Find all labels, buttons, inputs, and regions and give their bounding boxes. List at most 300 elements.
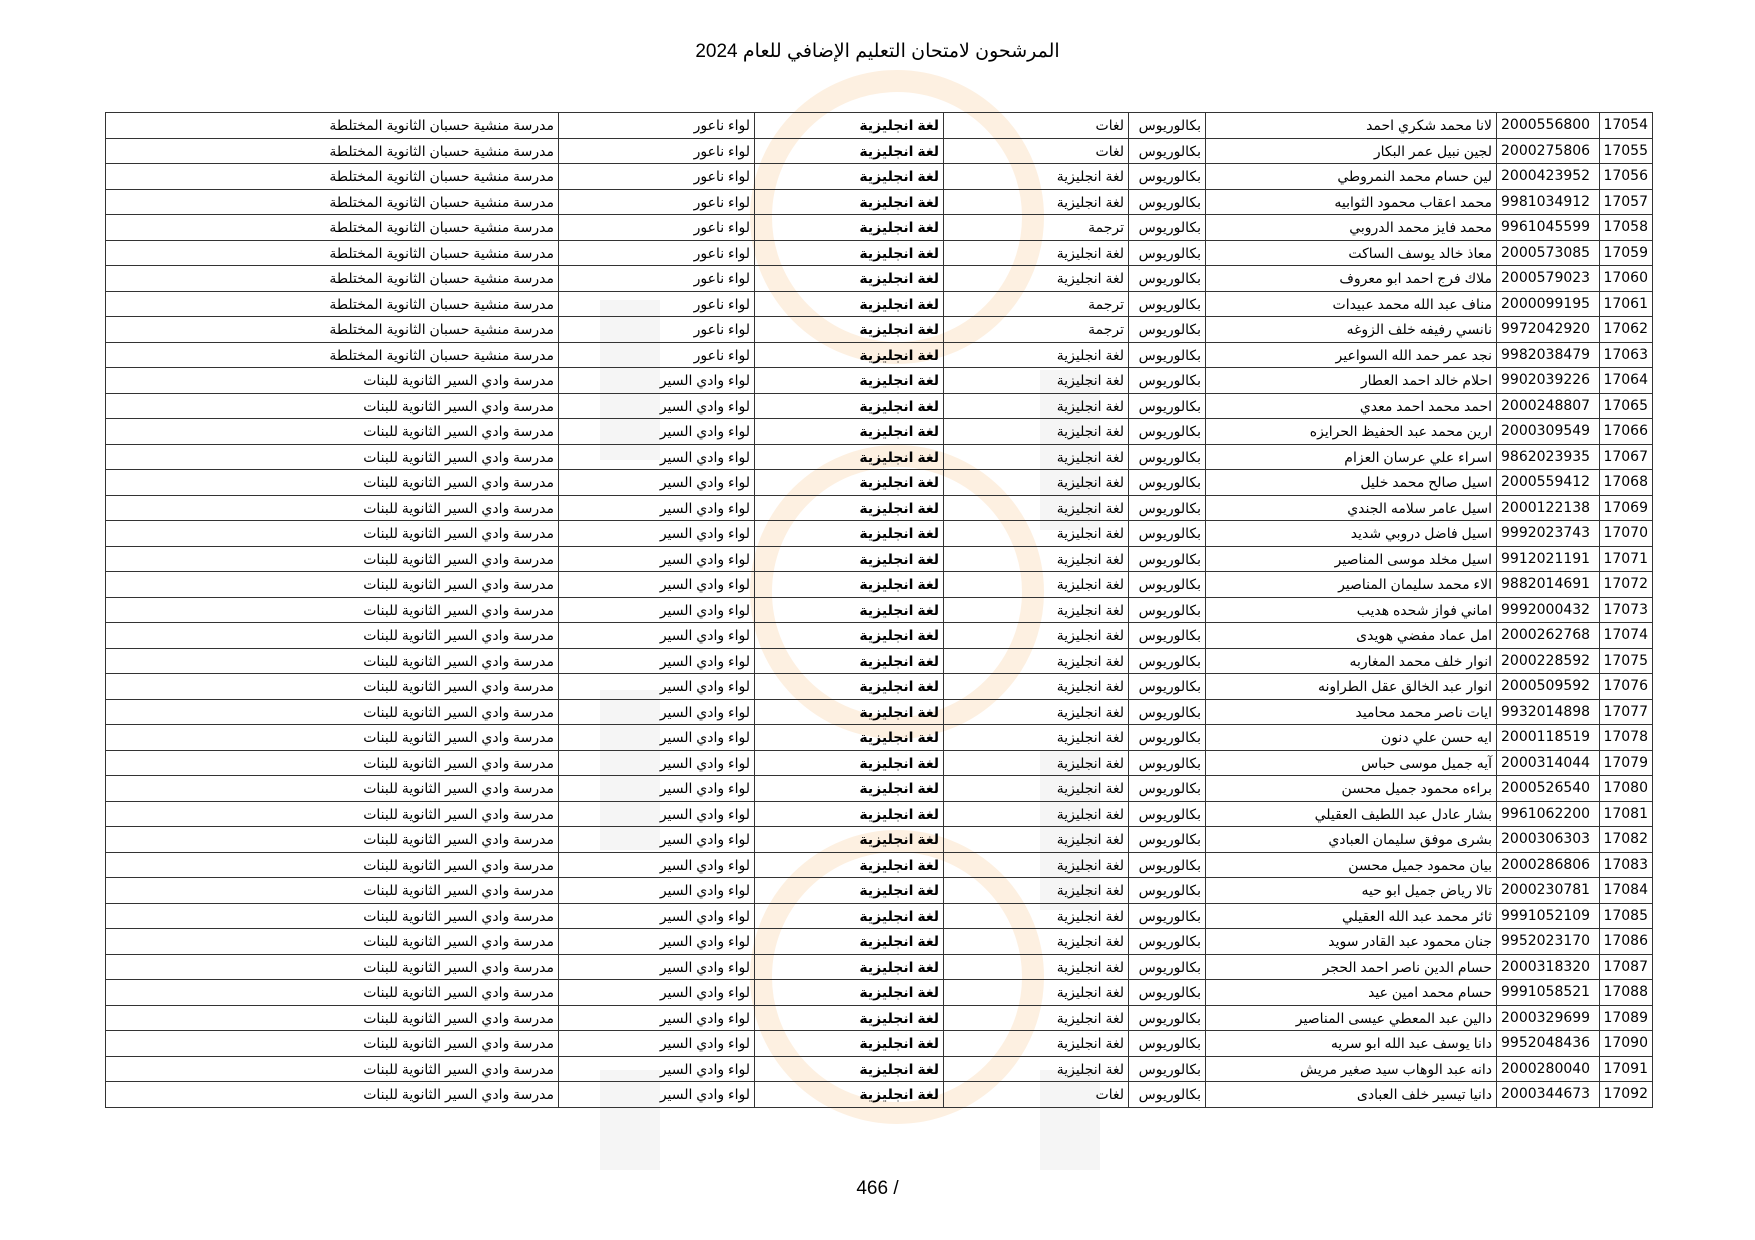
national-id-cell: 2000329699 — [1497, 1005, 1600, 1031]
serial-cell: 17078 — [1600, 725, 1653, 751]
serial-cell: 17055 — [1600, 138, 1653, 164]
table-row — [106, 495, 1653, 521]
national-id-cell: 9992000432 — [1497, 597, 1600, 623]
school-cell: مدرسة وادي السير الثانوية للبنات — [106, 444, 559, 470]
name-cell: نانسي رفيفه خلف الزوغه — [1206, 317, 1497, 343]
serial-cell: 17077 — [1600, 699, 1653, 725]
name-cell: امل عماد مفضي هويدى — [1206, 623, 1497, 649]
school-cell: مدرسة وادي السير الثانوية للبنات — [106, 1082, 559, 1108]
serial-cell: 17056 — [1600, 164, 1653, 190]
degree-cell: بكالوريوس — [1129, 597, 1206, 623]
table-row — [106, 470, 1653, 496]
district-cell: لواء ناعور — [559, 138, 755, 164]
school-cell: مدرسة وادي السير الثانوية للبنات — [106, 572, 559, 598]
school-cell: مدرسة وادي السير الثانوية للبنات — [106, 597, 559, 623]
major-cell: لغات — [944, 1082, 1129, 1108]
name-cell: مناف عبد الله محمد عبيدات — [1206, 291, 1497, 317]
degree-cell: بكالوريوس — [1129, 1056, 1206, 1082]
degree-cell: بكالوريوس — [1129, 980, 1206, 1006]
district-cell: لواء ناعور — [559, 215, 755, 241]
degree-cell: بكالوريوس — [1129, 291, 1206, 317]
specialization-cell: لغة انجليزية — [755, 827, 944, 853]
name-cell: اسراء علي عرسان العزام — [1206, 444, 1497, 470]
name-cell: بشار عادل عبد اللطيف العقيلي — [1206, 801, 1497, 827]
table-row — [106, 1031, 1653, 1057]
major-cell: لغة انجليزية — [944, 470, 1129, 496]
major-cell: لغة انجليزية — [944, 597, 1129, 623]
major-cell: لغة انجليزية — [944, 878, 1129, 904]
serial-cell: 17070 — [1600, 521, 1653, 547]
school-cell: مدرسة وادي السير الثانوية للبنات — [106, 393, 559, 419]
major-cell: ترجمة — [944, 215, 1129, 241]
table-row — [106, 801, 1653, 827]
degree-cell: بكالوريوس — [1129, 470, 1206, 496]
degree-cell: بكالوريوس — [1129, 546, 1206, 572]
district-cell: لواء وادي السير — [559, 1031, 755, 1057]
name-cell: دالين عبد المعطي عيسى المناصير — [1206, 1005, 1497, 1031]
degree-cell: بكالوريوس — [1129, 801, 1206, 827]
serial-cell: 17090 — [1600, 1031, 1653, 1057]
district-cell: لواء وادي السير — [559, 393, 755, 419]
school-cell: مدرسة وادي السير الثانوية للبنات — [106, 776, 559, 802]
national-id-cell: 2000280040 — [1497, 1056, 1600, 1082]
district-cell: لواء وادي السير — [559, 699, 755, 725]
national-id-cell: 2000099195 — [1497, 291, 1600, 317]
major-cell: لغة انجليزية — [944, 164, 1129, 190]
name-cell: انوار خلف محمد المغاربه — [1206, 648, 1497, 674]
specialization-cell: لغة انجليزية — [755, 521, 944, 547]
specialization-cell: لغة انجليزية — [755, 1005, 944, 1031]
school-cell: مدرسة وادي السير الثانوية للبنات — [106, 929, 559, 955]
name-cell: جنان محمود عبد القادر سويد — [1206, 929, 1497, 955]
degree-cell: بكالوريوس — [1129, 648, 1206, 674]
major-cell: لغة انجليزية — [944, 852, 1129, 878]
table-row — [106, 317, 1653, 343]
school-cell: مدرسة وادي السير الثانوية للبنات — [106, 725, 559, 751]
serial-cell: 17081 — [1600, 801, 1653, 827]
national-id-cell: 2000230781 — [1497, 878, 1600, 904]
major-cell: لغة انجليزية — [944, 240, 1129, 266]
district-cell: لواء وادي السير — [559, 903, 755, 929]
specialization-cell: لغة انجليزية — [755, 138, 944, 164]
specialization-cell: لغة انجليزية — [755, 1031, 944, 1057]
school-cell: مدرسة وادي السير الثانوية للبنات — [106, 852, 559, 878]
serial-cell: 17067 — [1600, 444, 1653, 470]
degree-cell: بكالوريوس — [1129, 266, 1206, 292]
national-id-cell: 2000314044 — [1497, 750, 1600, 776]
school-cell: مدرسة وادي السير الثانوية للبنات — [106, 1031, 559, 1057]
major-cell: لغة انجليزية — [944, 750, 1129, 776]
specialization-cell: لغة انجليزية — [755, 852, 944, 878]
table-row — [106, 980, 1653, 1006]
table-row — [106, 699, 1653, 725]
school-cell: مدرسة منشية حسبان الثانوية المختلطة — [106, 164, 559, 190]
district-cell: لواء ناعور — [559, 189, 755, 215]
table-row — [106, 572, 1653, 598]
table-row — [106, 725, 1653, 751]
national-id-cell: 2000509592 — [1497, 674, 1600, 700]
specialization-cell: لغة انجليزية — [755, 929, 944, 955]
major-cell: لغة انجليزية — [944, 419, 1129, 445]
district-cell: لواء ناعور — [559, 164, 755, 190]
district-cell: لواء وادي السير — [559, 648, 755, 674]
degree-cell: بكالوريوس — [1129, 827, 1206, 853]
major-cell: ترجمة — [944, 291, 1129, 317]
degree-cell: بكالوريوس — [1129, 699, 1206, 725]
major-cell: لغة انجليزية — [944, 368, 1129, 394]
degree-cell: بكالوريوس — [1129, 1031, 1206, 1057]
major-cell: لغات — [944, 138, 1129, 164]
name-cell: بشرى موفق سليمان العبادي — [1206, 827, 1497, 853]
table-row — [106, 240, 1653, 266]
district-cell: لواء ناعور — [559, 266, 755, 292]
national-id-cell: 2000248807 — [1497, 393, 1600, 419]
school-cell: مدرسة وادي السير الثانوية للبنات — [106, 521, 559, 547]
degree-cell: بكالوريوس — [1129, 929, 1206, 955]
major-cell: لغة انجليزية — [944, 674, 1129, 700]
specialization-cell: لغة انجليزية — [755, 342, 944, 368]
name-cell: بيان محمود جميل محسن — [1206, 852, 1497, 878]
name-cell: حسام محمد امين عيد — [1206, 980, 1497, 1006]
school-cell: مدرسة وادي السير الثانوية للبنات — [106, 699, 559, 725]
school-cell: مدرسة منشية حسبان الثانوية المختلطة — [106, 189, 559, 215]
table-row — [106, 1082, 1653, 1108]
national-id-cell: 9902039226 — [1497, 368, 1600, 394]
table-row — [106, 776, 1653, 802]
name-cell: ملاك فرج احمد ابو معروف — [1206, 266, 1497, 292]
page-number: 466 / — [856, 1178, 899, 1199]
specialization-cell: لغة انجليزية — [755, 572, 944, 598]
name-cell: حسام الدين ناصر احمد الحجر — [1206, 954, 1497, 980]
specialization-cell: لغة انجليزية — [755, 674, 944, 700]
specialization-cell: لغة انجليزية — [755, 878, 944, 904]
table-row — [106, 852, 1653, 878]
major-cell: لغة انجليزية — [944, 1005, 1129, 1031]
name-cell: ايات ناصر محمد محاميد — [1206, 699, 1497, 725]
specialization-cell: لغة انجليزية — [755, 546, 944, 572]
district-cell: لواء وادي السير — [559, 852, 755, 878]
district-cell: لواء وادي السير — [559, 1082, 755, 1108]
district-cell: لواء وادي السير — [559, 495, 755, 521]
degree-cell: بكالوريوس — [1129, 1082, 1206, 1108]
name-cell: دانيا تيسير خلف العبادى — [1206, 1082, 1497, 1108]
name-cell: اسيل عامر سلامه الجندي — [1206, 495, 1497, 521]
major-cell: لغة انجليزية — [944, 827, 1129, 853]
major-cell: لغة انجليزية — [944, 954, 1129, 980]
table-row — [106, 113, 1653, 139]
serial-cell: 17064 — [1600, 368, 1653, 394]
serial-cell: 17075 — [1600, 648, 1653, 674]
school-cell: مدرسة وادي السير الثانوية للبنات — [106, 368, 559, 394]
national-id-cell: 2000262768 — [1497, 623, 1600, 649]
name-cell: آيه جميل موسى حباس — [1206, 750, 1497, 776]
national-id-cell: 2000122138 — [1497, 495, 1600, 521]
school-cell: مدرسة وادي السير الثانوية للبنات — [106, 750, 559, 776]
name-cell: الاء محمد سليمان المناصير — [1206, 572, 1497, 598]
major-cell: لغة انجليزية — [944, 725, 1129, 751]
district-cell: لواء وادي السير — [559, 827, 755, 853]
district-cell: لواء وادي السير — [559, 1056, 755, 1082]
table-row — [106, 546, 1653, 572]
table-row — [106, 266, 1653, 292]
serial-cell: 17086 — [1600, 929, 1653, 955]
school-cell: مدرسة منشية حسبان الثانوية المختلطة — [106, 317, 559, 343]
degree-cell: بكالوريوس — [1129, 189, 1206, 215]
specialization-cell: لغة انجليزية — [755, 1056, 944, 1082]
national-id-cell: 9952023170 — [1497, 929, 1600, 955]
major-cell: لغة انجليزية — [944, 903, 1129, 929]
degree-cell: بكالوريوس — [1129, 393, 1206, 419]
table-row — [106, 291, 1653, 317]
serial-cell: 17089 — [1600, 1005, 1653, 1031]
national-id-cell: 9862023935 — [1497, 444, 1600, 470]
serial-cell: 17072 — [1600, 572, 1653, 598]
major-cell: لغة انجليزية — [944, 266, 1129, 292]
document-title: المرشحون لامتحان التعليم الإضافي للعام 2024 — [695, 41, 1060, 62]
name-cell: محمد فايز محمد الدروبي — [1206, 215, 1497, 241]
specialization-cell: لغة انجليزية — [755, 240, 944, 266]
serial-cell: 17066 — [1600, 419, 1653, 445]
degree-cell: بكالوريوس — [1129, 419, 1206, 445]
serial-cell: 17059 — [1600, 240, 1653, 266]
specialization-cell: لغة انجليزية — [755, 699, 944, 725]
candidates-table — [105, 112, 1653, 1108]
school-cell: مدرسة وادي السير الثانوية للبنات — [106, 954, 559, 980]
serial-cell: 17092 — [1600, 1082, 1653, 1108]
table-row — [106, 189, 1653, 215]
name-cell: لين حسام محمد النمروطي — [1206, 164, 1497, 190]
serial-cell: 17061 — [1600, 291, 1653, 317]
degree-cell: بكالوريوس — [1129, 368, 1206, 394]
district-cell: لواء وادي السير — [559, 929, 755, 955]
school-cell: مدرسة وادي السير الثانوية للبنات — [106, 419, 559, 445]
major-cell: لغة انجليزية — [944, 623, 1129, 649]
district-cell: لواء وادي السير — [559, 368, 755, 394]
specialization-cell: لغة انجليزية — [755, 954, 944, 980]
school-cell: مدرسة وادي السير الثانوية للبنات — [106, 1056, 559, 1082]
district-cell: لواء وادي السير — [559, 521, 755, 547]
name-cell: احلام خالد احمد العطار — [1206, 368, 1497, 394]
table-row — [106, 954, 1653, 980]
major-cell: لغة انجليزية — [944, 699, 1129, 725]
degree-cell: بكالوريوس — [1129, 572, 1206, 598]
major-cell: لغات — [944, 113, 1129, 139]
degree-cell: بكالوريوس — [1129, 342, 1206, 368]
district-cell: لواء وادي السير — [559, 776, 755, 802]
national-id-cell: 9972042920 — [1497, 317, 1600, 343]
national-id-cell: 2000309549 — [1497, 419, 1600, 445]
serial-cell: 17071 — [1600, 546, 1653, 572]
national-id-cell: 9932014898 — [1497, 699, 1600, 725]
national-id-cell: 9981034912 — [1497, 189, 1600, 215]
table-row — [106, 903, 1653, 929]
major-cell: لغة انجليزية — [944, 648, 1129, 674]
specialization-cell: لغة انجليزية — [755, 648, 944, 674]
major-cell: لغة انجليزية — [944, 572, 1129, 598]
district-cell: لواء وادي السير — [559, 954, 755, 980]
national-id-cell: 2000344673 — [1497, 1082, 1600, 1108]
school-cell: مدرسة وادي السير الثانوية للبنات — [106, 623, 559, 649]
serial-cell: 17063 — [1600, 342, 1653, 368]
district-cell: لواء وادي السير — [559, 419, 755, 445]
serial-cell: 17087 — [1600, 954, 1653, 980]
school-cell: مدرسة منشية حسبان الثانوية المختلطة — [106, 240, 559, 266]
degree-cell: بكالوريوس — [1129, 138, 1206, 164]
national-id-cell: 2000559412 — [1497, 470, 1600, 496]
name-cell: ثائر محمد عبد الله العقيلي — [1206, 903, 1497, 929]
specialization-cell: لغة انجليزية — [755, 189, 944, 215]
table-row — [106, 164, 1653, 190]
major-cell: لغة انجليزية — [944, 342, 1129, 368]
degree-cell: بكالوريوس — [1129, 623, 1206, 649]
district-cell: لواء وادي السير — [559, 980, 755, 1006]
serial-cell: 17054 — [1600, 113, 1653, 139]
major-cell: لغة انجليزية — [944, 546, 1129, 572]
table-row — [106, 368, 1653, 394]
major-cell: لغة انجليزية — [944, 495, 1129, 521]
degree-cell: بكالوريوس — [1129, 903, 1206, 929]
serial-cell: 17076 — [1600, 674, 1653, 700]
district-cell: لواء وادي السير — [559, 1005, 755, 1031]
candidates-table-body — [106, 113, 1653, 1108]
name-cell: نجد عمر حمد الله السواعير — [1206, 342, 1497, 368]
serial-cell: 17080 — [1600, 776, 1653, 802]
serial-cell: 17085 — [1600, 903, 1653, 929]
major-cell: لغة انجليزية — [944, 980, 1129, 1006]
specialization-cell: لغة انجليزية — [755, 368, 944, 394]
table-row — [106, 674, 1653, 700]
specialization-cell: لغة انجليزية — [755, 776, 944, 802]
table-row — [106, 342, 1653, 368]
national-id-cell: 9991052109 — [1497, 903, 1600, 929]
table-row — [106, 1056, 1653, 1082]
specialization-cell: لغة انجليزية — [755, 470, 944, 496]
specialization-cell: لغة انجليزية — [755, 164, 944, 190]
serial-cell: 17057 — [1600, 189, 1653, 215]
degree-cell: بكالوريوس — [1129, 852, 1206, 878]
major-cell: لغة انجليزية — [944, 929, 1129, 955]
national-id-cell: 2000556800 — [1497, 113, 1600, 139]
school-cell: مدرسة وادي السير الثانوية للبنات — [106, 648, 559, 674]
degree-cell: بكالوريوس — [1129, 1005, 1206, 1031]
table-row — [106, 1005, 1653, 1031]
name-cell: ايه حسن علي دنون — [1206, 725, 1497, 751]
degree-cell: بكالوريوس — [1129, 113, 1206, 139]
degree-cell: بكالوريوس — [1129, 878, 1206, 904]
specialization-cell: لغة انجليزية — [755, 393, 944, 419]
district-cell: لواء وادي السير — [559, 878, 755, 904]
school-cell: مدرسة وادي السير الثانوية للبنات — [106, 827, 559, 853]
district-cell: لواء ناعور — [559, 240, 755, 266]
specialization-cell: لغة انجليزية — [755, 980, 944, 1006]
national-id-cell: 9912021191 — [1497, 546, 1600, 572]
district-cell: لواء وادي السير — [559, 725, 755, 751]
district-cell: لواء وادي السير — [559, 623, 755, 649]
specialization-cell: لغة انجليزية — [755, 444, 944, 470]
degree-cell: بكالوريوس — [1129, 240, 1206, 266]
major-cell: لغة انجليزية — [944, 1031, 1129, 1057]
name-cell: لجين نبيل عمر البكار — [1206, 138, 1497, 164]
national-id-cell: 9991058521 — [1497, 980, 1600, 1006]
major-cell: ترجمة — [944, 317, 1129, 343]
specialization-cell: لغة انجليزية — [755, 801, 944, 827]
name-cell: محمد اعقاب محمود الثوابيه — [1206, 189, 1497, 215]
national-id-cell: 9961062200 — [1497, 801, 1600, 827]
table-row — [106, 444, 1653, 470]
degree-cell: بكالوريوس — [1129, 164, 1206, 190]
school-cell: مدرسة وادي السير الثانوية للبنات — [106, 903, 559, 929]
serial-cell: 17065 — [1600, 393, 1653, 419]
national-id-cell: 9952048436 — [1497, 1031, 1600, 1057]
name-cell: اسيل صالح محمد خليل — [1206, 470, 1497, 496]
national-id-cell: 2000423952 — [1497, 164, 1600, 190]
name-cell: اسيل فاضل دروبي شديد — [1206, 521, 1497, 547]
table-row — [106, 878, 1653, 904]
school-cell: مدرسة وادي السير الثانوية للبنات — [106, 1005, 559, 1031]
school-cell: مدرسة وادي السير الثانوية للبنات — [106, 801, 559, 827]
national-id-cell: 2000573085 — [1497, 240, 1600, 266]
table-row — [106, 597, 1653, 623]
specialization-cell: لغة انجليزية — [755, 113, 944, 139]
specialization-cell: لغة انجليزية — [755, 597, 944, 623]
specialization-cell: لغة انجليزية — [755, 623, 944, 649]
serial-cell: 17058 — [1600, 215, 1653, 241]
school-cell: مدرسة وادي السير الثانوية للبنات — [106, 674, 559, 700]
national-id-cell: 2000228592 — [1497, 648, 1600, 674]
table-row — [106, 929, 1653, 955]
degree-cell: بكالوريوس — [1129, 444, 1206, 470]
district-cell: لواء ناعور — [559, 342, 755, 368]
national-id-cell: 9992023743 — [1497, 521, 1600, 547]
table-row — [106, 623, 1653, 649]
district-cell: لواء وادي السير — [559, 597, 755, 623]
national-id-cell: 2000579023 — [1497, 266, 1600, 292]
national-id-cell: 2000275806 — [1497, 138, 1600, 164]
school-cell: مدرسة منشية حسبان الثانوية المختلطة — [106, 342, 559, 368]
name-cell: اماني فواز شحده هديب — [1206, 597, 1497, 623]
degree-cell: بكالوريوس — [1129, 215, 1206, 241]
specialization-cell: لغة انجليزية — [755, 750, 944, 776]
school-cell: مدرسة منشية حسبان الثانوية المختلطة — [106, 113, 559, 139]
name-cell: دانا يوسف عبد الله ابو سريه — [1206, 1031, 1497, 1057]
table-row — [106, 521, 1653, 547]
serial-cell: 17062 — [1600, 317, 1653, 343]
school-cell: مدرسة وادي السير الثانوية للبنات — [106, 980, 559, 1006]
specialization-cell: لغة انجليزية — [755, 291, 944, 317]
name-cell: دانه عبد الوهاب سيد صغير مريش — [1206, 1056, 1497, 1082]
specialization-cell: لغة انجليزية — [755, 903, 944, 929]
national-id-cell: 9882014691 — [1497, 572, 1600, 598]
school-cell: مدرسة منشية حسبان الثانوية المختلطة — [106, 215, 559, 241]
name-cell: احمد محمد احمد معدي — [1206, 393, 1497, 419]
national-id-cell: 2000118519 — [1497, 725, 1600, 751]
major-cell: لغة انجليزية — [944, 393, 1129, 419]
specialization-cell: لغة انجليزية — [755, 725, 944, 751]
serial-cell: 17073 — [1600, 597, 1653, 623]
name-cell: لانا محمد شكري احمد — [1206, 113, 1497, 139]
table-row — [106, 393, 1653, 419]
serial-cell: 17060 — [1600, 266, 1653, 292]
serial-cell: 17068 — [1600, 470, 1653, 496]
serial-cell: 17074 — [1600, 623, 1653, 649]
major-cell: لغة انجليزية — [944, 801, 1129, 827]
degree-cell: بكالوريوس — [1129, 317, 1206, 343]
name-cell: ارين محمد عبد الحفيظ الحرايزه — [1206, 419, 1497, 445]
district-cell: لواء ناعور — [559, 317, 755, 343]
specialization-cell: لغة انجليزية — [755, 317, 944, 343]
table-row — [106, 419, 1653, 445]
national-id-cell: 9982038479 — [1497, 342, 1600, 368]
